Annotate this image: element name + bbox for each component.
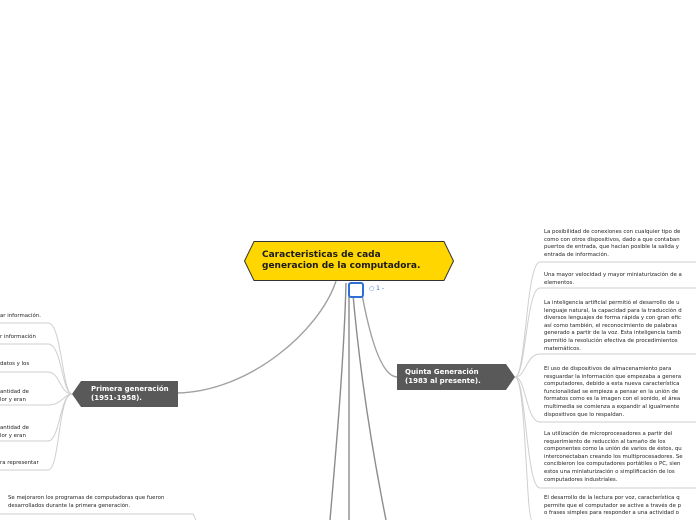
- leaf-text: La utilización de microprocesadores a partir del: [544, 431, 673, 437]
- leaf-text: desarrollados durante la primera generación.: [8, 502, 131, 509]
- topic-quinta-generacion[interactable]: [397, 364, 516, 390]
- leaf-text: antidad de: [0, 389, 29, 395]
- leaf-text: concibieron los computadores portátiles o PC, sien: [544, 461, 681, 468]
- leaf-quinta-3[interactable]: [544, 300, 682, 353]
- leaf-primera-3[interactable]: [0, 361, 29, 369]
- leaf-text: formatos como es la imagen con el sonido, el área: [544, 396, 681, 403]
- leaf-text: elementos.: [544, 279, 575, 286]
- topic-primera-generacion[interactable]: [72, 381, 178, 407]
- topic-primera-line1: Primera generación: [91, 385, 169, 393]
- leaf-text: dispositivos que lo respaldan.: [544, 411, 625, 418]
- leaf-text: o frases simples para responder a una actividad o: [544, 510, 679, 517]
- leaf-text: permite que el computador se active a través de p: [544, 502, 682, 509]
- leaf-primera-2[interactable]: [0, 334, 36, 342]
- root-title-line2: generacion de la computadora.: [262, 261, 421, 271]
- leaf-text: lor y eran: [0, 396, 26, 403]
- topic-primera-line2: (1951-1958).: [91, 394, 142, 402]
- leaf-primera-5[interactable]: [0, 425, 29, 440]
- topic-quinta-line1: Quinta Generación: [405, 368, 479, 376]
- selected-subtopic-node[interactable]: [348, 282, 364, 298]
- leaf-segunda-1[interactable]: [8, 495, 164, 510]
- subtopic-count: 1 -: [376, 285, 385, 292]
- leaf-primera-6[interactable]: [0, 460, 39, 468]
- root-topic-title: [262, 250, 442, 272]
- root-topic[interactable]: [244, 241, 454, 281]
- leaf-primera-4[interactable]: [0, 389, 29, 404]
- leaf-quinta-6[interactable]: [544, 495, 681, 518]
- topic-quinta-line2: (1983 al presente).: [405, 377, 481, 385]
- leaf-quinta-1[interactable]: [544, 229, 680, 259]
- leaf-text: estos una miniaturización o simplificación de los: [544, 468, 675, 475]
- topic-label: [91, 385, 169, 403]
- leaf-text: componentes como la unión de varios de éstos, qu: [544, 446, 682, 453]
- leaf-text: así como también, el reconocimiento de palabras: [544, 322, 678, 329]
- leaf-text: permitió la resolución efectiva de procedimientos: [544, 337, 678, 344]
- leaf-text: r información: [0, 334, 36, 340]
- leaf-text: multimedia se comienza a expandir al igualmente: [544, 403, 680, 410]
- leaf-text: El uso de dispositivos de almacenamiento para: [544, 366, 672, 372]
- leaf-text: requerimiento de reducción al tamaño de los: [544, 438, 666, 445]
- leaf-text: datos y los: [0, 361, 30, 367]
- leaf-text: puertos de entrada, que hacían posible la salida y: [544, 244, 679, 251]
- leaf-text: resguardar la información que empezaba a genera: [544, 373, 682, 380]
- leaf-text: Una mayor velocidad y mayor miniaturización de a: [544, 272, 682, 278]
- leaf-quinta-2[interactable]: [544, 272, 682, 287]
- leaf-quinta-5[interactable]: [544, 431, 683, 484]
- subtopic-counter[interactable]: [369, 285, 384, 292]
- leaf-text: lor y eran: [0, 432, 26, 439]
- leaf-quinta-4[interactable]: [544, 366, 681, 419]
- leaf-text: computadores, debido a esta nueva característica: [544, 381, 680, 388]
- leaf-text: ar información.: [0, 313, 41, 319]
- root-title-line1: Caracteristicas de cada: [262, 250, 381, 260]
- leaf-text: diversos lenguajes de forma rápida y con gran efic: [544, 315, 681, 322]
- leaf-text: La inteligencia artificial permitió el desarrollo de u: [544, 300, 680, 306]
- topic-label: [405, 368, 481, 386]
- leaf-text: generado a partir de la voz. Esta inteligencia tamb: [544, 330, 682, 337]
- leaf-text: El desarrollo de la lectura por voz, característica q: [544, 495, 680, 501]
- comment-icon: ○: [369, 285, 375, 292]
- leaf-text: computadores industriales.: [544, 476, 618, 483]
- leaf-text: matemáticos.: [544, 345, 581, 352]
- leaf-text: como con otros dispositivos, dado a que contaban: [544, 236, 680, 243]
- leaf-text: ra representar: [0, 460, 39, 466]
- leaf-text: La posibilidad de conexiones con cualquier tipo de: [544, 229, 681, 235]
- leaf-text: lenguaje natural, la capacidad para la traducción d: [544, 307, 682, 314]
- leaf-text: antidad de: [0, 425, 29, 431]
- leaf-text: interconectaban creando los multiprocesadores. Se: [544, 453, 683, 460]
- leaf-text: funcionalidad se empieza a pensar en la unión de: [544, 388, 679, 395]
- leaf-text: Se mejoraron los programas de computadoras que fueron: [8, 495, 165, 501]
- leaf-primera-1[interactable]: [0, 313, 41, 321]
- leaf-text: entrada de información.: [544, 251, 609, 258]
